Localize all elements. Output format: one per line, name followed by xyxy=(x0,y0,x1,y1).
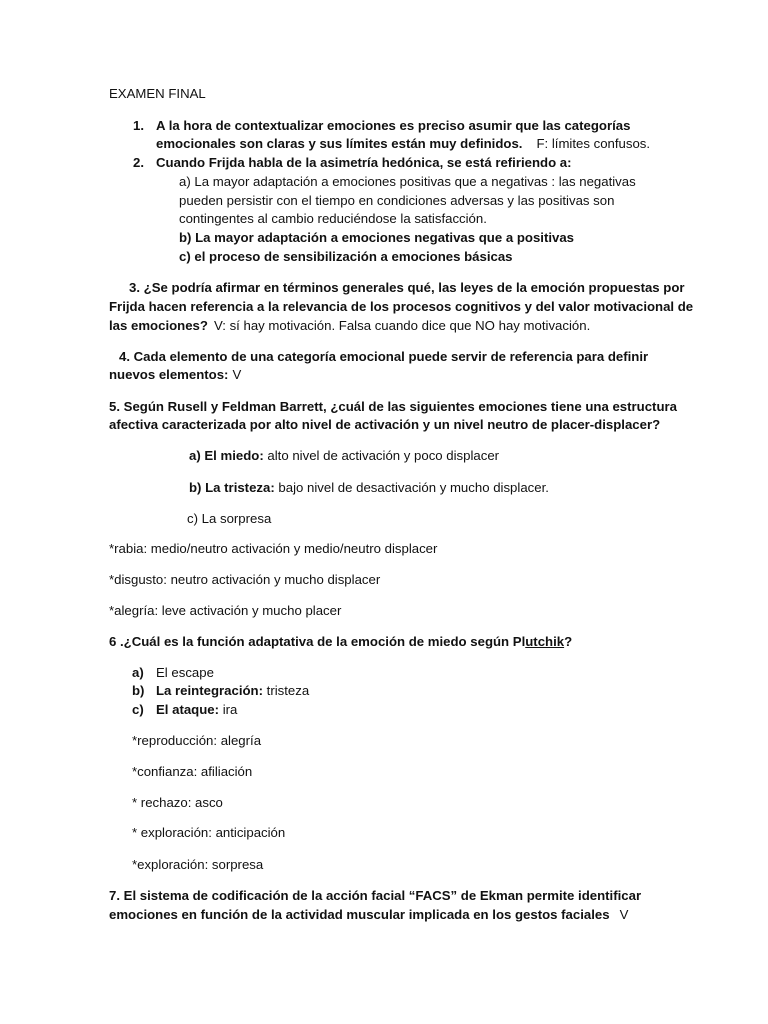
q6-option-b-text: tristeza xyxy=(266,683,310,698)
q5-option-c: c) La sorpresa xyxy=(187,511,272,526)
q6-option-c-label: El ataque: xyxy=(156,702,220,717)
q6-note-exploracion-anticipacion: * exploración: anticipación xyxy=(132,825,286,840)
q5-option-b-text: bajo nivel de desactivación y mucho displacer. xyxy=(278,480,549,495)
q6-option-a-letter: a) xyxy=(132,665,144,680)
q6-question xyxy=(109,633,572,651)
q6-option-c-text: ira xyxy=(222,702,238,717)
q3-line3-text: las emociones? xyxy=(109,318,208,333)
q2-question: Cuando Frijda habla de la asimetría hedónica, se está refiriendo a: xyxy=(156,155,572,170)
q7-line1: 7. El sistema de codificación de la acción facial “FACS” de Ekman permite identificar xyxy=(109,888,642,903)
q2-option-a-line3: contingentes al cambio reduciéndose la satisfacción. xyxy=(179,211,487,226)
q5-note-disgusto: *disgusto: neutro activación y mucho displacer xyxy=(109,572,381,587)
q5-option-a xyxy=(189,447,499,465)
q1-line2 xyxy=(156,135,650,153)
q6-note-exploracion-sorpresa: *exploración: sorpresa xyxy=(132,857,264,872)
q4-line2-text: nuevos elementos: xyxy=(109,367,229,382)
q3-line2: Frijda hacen referencia a la relevancia de los procesos cognitivos y del valor motivacional de xyxy=(109,299,694,314)
q3-answer: V: sí hay motivación. Falsa cuando dice que NO hay motivación. xyxy=(213,318,591,333)
q3-line3 xyxy=(109,317,590,335)
q5-line2: afectiva caracterizada por alto nivel de activación y un nivel neutro de placer-displacer? xyxy=(109,417,661,432)
q6-option-b-label: La reintegración: xyxy=(156,683,263,698)
q5-option-a-text: alto nivel de activación y poco displacer xyxy=(267,448,500,463)
q4-line2 xyxy=(109,366,241,384)
exam-title: EXAMEN FINAL xyxy=(109,86,206,101)
q6-option-c-letter: c) xyxy=(132,702,144,717)
q2-option-b: b) La mayor adaptación a emociones negativas que a positivas xyxy=(179,230,575,245)
q5-option-b xyxy=(189,479,549,497)
q6-question-pre: 6 .¿Cuál es la función adaptativa de la emoción de miedo según Pl xyxy=(109,634,526,649)
q6-option-b xyxy=(156,682,309,700)
q4-line1: 4. Cada elemento de una categoría emocional puede servir de referencia para definir xyxy=(119,349,649,364)
q1-line2-text: emocionales son claras y sus límites están muy definidos. xyxy=(156,136,523,151)
q3-line1: 3. ¿Se podría afirmar en términos generales qué, las leyes de la emoción propuestas por xyxy=(129,280,685,295)
q6-note-reproduccion: *reproducción: alegría xyxy=(132,733,262,748)
q5-option-b-label: b) La tristeza: xyxy=(189,480,275,495)
q1-line1: A la hora de contextualizar emociones es preciso asumir que las categorías xyxy=(156,118,631,133)
q4-answer: V xyxy=(232,367,242,382)
q6-question-underlined: utchik xyxy=(525,634,565,649)
q1-number: 1. xyxy=(133,118,144,133)
q7-line2-text: emociones en función de la actividad muscular implicada en los gestos faciales xyxy=(109,907,610,922)
q2-number: 2. xyxy=(133,155,144,170)
q2-option-a-line2: pueden persistir con el tiempo en condiciones adversas y las positivas son xyxy=(179,193,615,208)
q7-line2 xyxy=(109,906,628,924)
q6-question-post: ? xyxy=(564,634,573,649)
q6-note-confianza: *confianza: afiliación xyxy=(132,764,253,779)
q5-option-a-label: a) El miedo: xyxy=(189,448,264,463)
q6-note-rechazo: * rechazo: asco xyxy=(132,795,223,810)
q5-line1: 5. Según Rusell y Feldman Barrett, ¿cuál de las siguientes emociones tiene una estructura xyxy=(109,399,677,414)
q6-option-c xyxy=(156,701,237,719)
q2-option-a-line1: a) La mayor adaptación a emociones positivas que a negativas : las negativas xyxy=(179,174,636,189)
q6-option-b-letter: b) xyxy=(132,683,145,698)
q7-answer: V xyxy=(619,907,629,922)
q1-answer: F: límites confusos. xyxy=(536,136,651,151)
q5-note-alegria: *alegría: leve activación y mucho placer xyxy=(109,603,342,618)
q2-option-c: c) el proceso de sensibilización a emociones básicas xyxy=(179,249,513,264)
q6-option-a-text: El escape xyxy=(156,665,214,680)
q5-note-rabia: *rabia: medio/neutro activación y medio/neutro displacer xyxy=(109,541,438,556)
